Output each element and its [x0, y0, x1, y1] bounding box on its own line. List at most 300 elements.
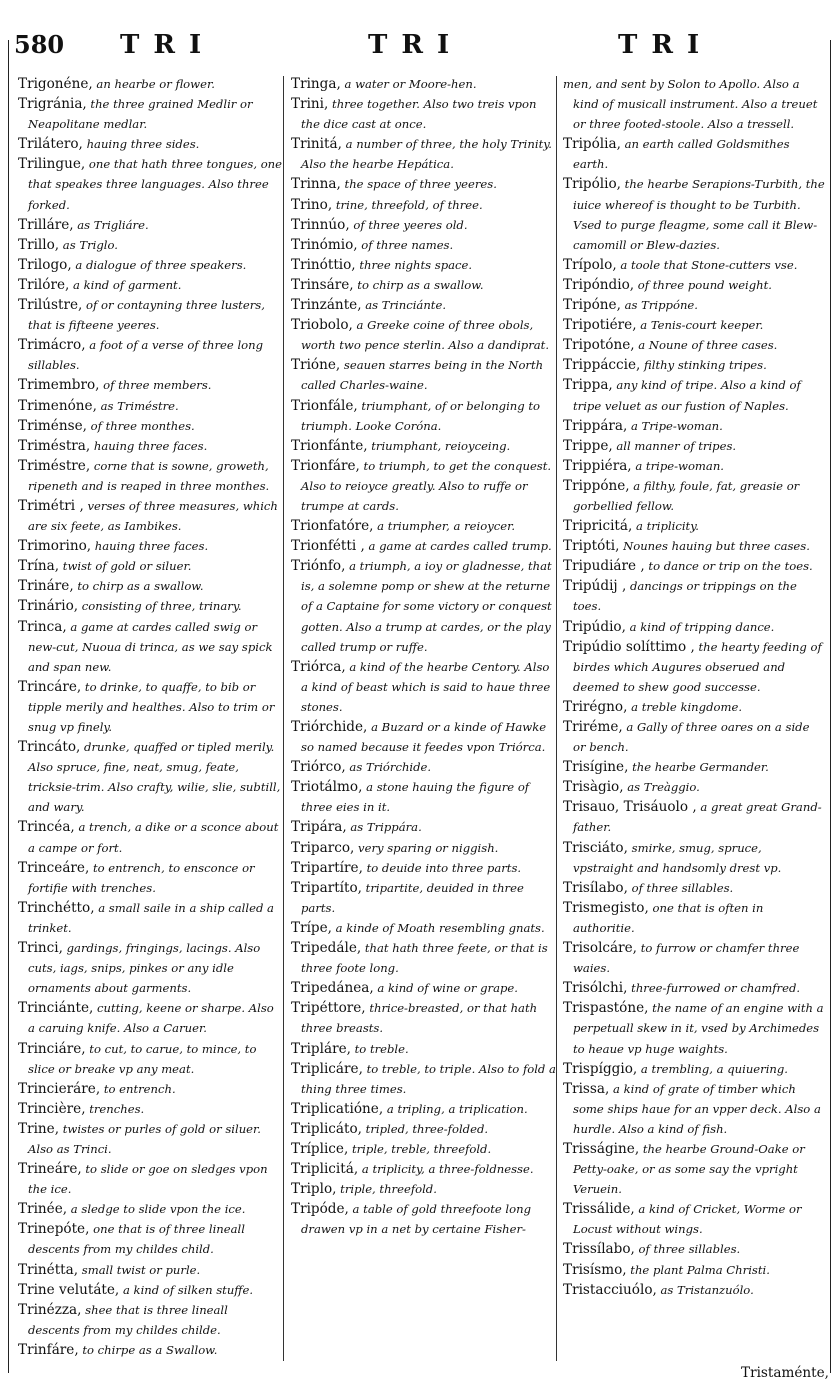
entry-headword: Trisílabo, [563, 879, 628, 896]
entry-definition: twist of gold or siluer. [59, 559, 192, 574]
entry-definition: a tripling, a triplication. [383, 1101, 528, 1116]
entry-headword: Trimorino, [18, 538, 92, 555]
running-head-center: TRI [368, 30, 464, 60]
entry-headword: Tripricitá, [563, 518, 633, 535]
entry-definition: the plant Palma Christi. [626, 1262, 770, 1277]
entry-headword: Trine velutáte, [18, 1281, 120, 1298]
entry-definition: a triumpher, a reioycer. [373, 519, 516, 534]
dictionary-entry [18, 456, 283, 496]
dictionary-entry [18, 215, 283, 235]
entry-headword: Trionfále, [291, 397, 358, 414]
column-separator-1 [283, 76, 284, 1361]
dictionary-entry [291, 195, 556, 215]
entry-headword: Triórca, [291, 658, 346, 675]
dictionary-entry [18, 375, 283, 395]
entry-headword: Triórchide, [291, 719, 368, 735]
dictionary-entry [18, 1199, 283, 1219]
dictionary-entry [291, 1099, 556, 1119]
dictionary-entry [563, 777, 825, 797]
entry-definition: consisting of three, trinary. [78, 599, 242, 614]
dictionary-entry [291, 556, 556, 656]
entry-headword: Trinfáre, [18, 1341, 79, 1358]
entry-definition: a stone hauing the figure of three eies in it. [301, 780, 530, 815]
entry-headword: Trináre, [18, 578, 74, 595]
entry-definition: a number of three, the holy Trinity. Also the hearbe Hepática. [301, 137, 552, 172]
entry-headword: Trirégno, [563, 698, 628, 715]
entry-definition: hauing three faces. [90, 438, 208, 453]
entry-definition: an hearbe or flower. [92, 77, 215, 91]
dictionary-entry [563, 416, 825, 436]
entry-definition: a dialogue of three speakers. [71, 257, 247, 272]
entry-headword: Triplicitá, [291, 1161, 359, 1178]
dictionary-entry [18, 938, 283, 998]
entry-headword: Trinceáre, [18, 859, 90, 876]
entry-definition: filthy stinking tripes. [640, 358, 767, 373]
entry-definition: to slide or goe on sledges vpon the ice. [28, 1162, 268, 1197]
dictionary-entry [18, 1219, 283, 1259]
entry-definition: drunke, quaffed or tipled merily. Also spruce, fine, neat, smug, feate, tricksie-trim. Also crafty, wilie, slie, subtill, and wary. [28, 740, 281, 815]
entry-definition: to treble, to triple. Also to fold a thing three times. [301, 1061, 556, 1096]
entry-headword: Trilláre, [18, 216, 74, 233]
entry-definition: triple, treble, threefold. [348, 1141, 492, 1156]
dictionary-entry [563, 1079, 825, 1139]
entry-definition: as Triórchide. [345, 760, 432, 775]
entry-definition: a game at cardes called trump. [364, 539, 552, 554]
entry-definition: seauen starres being in the North called Charles-waine. [301, 358, 544, 393]
entry-definition: triple, threefold. [336, 1182, 437, 1197]
entry-headword: Tripúdio, [563, 618, 626, 635]
entry-headword: Trípolo, [563, 256, 617, 273]
entry-definition: twistes or purles of gold or siluer. Also as Trinci. [28, 1121, 261, 1156]
entry-definition: the hearbe Ground-Oake or Petty-oake, or as some say the vpright Veruein. [573, 1141, 805, 1197]
entry-definition: of three sillables. [634, 1242, 741, 1257]
entry-headword: Trimenóne, [18, 397, 97, 414]
running-head-left: TRI [120, 30, 216, 60]
entry-headword: Tripólio, [563, 176, 621, 193]
entry-headword: Triórco, [291, 759, 346, 776]
dictionary-entry [563, 174, 825, 254]
dictionary-entry [18, 1039, 283, 1079]
entry-definition: of three pound weight. [634, 277, 772, 292]
entry-headword: Triplicáto, [291, 1120, 362, 1137]
dictionary-entry [291, 396, 556, 436]
dictionary-entry [18, 235, 283, 255]
entry-definition: shee that is three lineall descents from my childes childe. [28, 1302, 228, 1337]
entry-definition: as Trigliáre. [73, 217, 149, 232]
entry-headword: Trinna, [291, 176, 341, 193]
entry-definition: as Triglo. [59, 237, 118, 252]
dictionary-entry [291, 94, 556, 134]
dictionary-entry [18, 396, 283, 416]
entry-headword: Tripóndio, [563, 276, 635, 293]
dictionary-entry [18, 677, 283, 737]
entry-definition: the hearty feeding of birdes which Augures obserued and deemed to shew good successe. [573, 639, 822, 694]
entry-definition: the three grained Medlir or Neapolitane medlar. [28, 97, 253, 132]
entry-definition: trenches. [85, 1101, 145, 1116]
dictionary-entry [291, 757, 556, 777]
entry-headword: Trípe, [291, 919, 332, 936]
dictionary-entry [291, 938, 556, 978]
entry-definition: to treble. [350, 1041, 409, 1056]
dictionary-entry [291, 235, 556, 255]
dictionary-entry [563, 1059, 825, 1079]
entry-headword: Triotálmo, [291, 779, 363, 796]
entry-headword: Trippára, [563, 417, 628, 434]
entry-headword: Trisísmo, [563, 1261, 627, 1278]
dictionary-entry [18, 436, 283, 456]
entry-definition: a kind of garment. [69, 277, 182, 292]
entry-headword: Tringa, [291, 76, 341, 92]
entry-headword: Tripóde, [291, 1201, 349, 1218]
dictionary-entry [291, 275, 556, 295]
dictionary-entry [563, 1199, 825, 1239]
entry-definition: a kind of tripping dance. [625, 619, 775, 634]
entry-definition: a triplicity, a three-foldnesse. [358, 1162, 534, 1177]
dictionary-entry [291, 717, 556, 757]
entry-headword: Tripólia, [563, 136, 621, 153]
entry-headword: Trionfánte, [291, 437, 368, 454]
dictionary-entry [563, 436, 825, 456]
entry-definition: as Trinciánte. [361, 298, 446, 313]
dictionary-entry [291, 295, 556, 315]
entry-headword: Trinzánte, [291, 297, 362, 314]
entry-definition: a trench, a dike or a sconce about a campe or fort. [28, 820, 279, 855]
entry-definition: to entrench. [100, 1081, 176, 1096]
entry-headword: Trimétri , [18, 497, 84, 514]
entry-headword: Trinóttio, [291, 256, 356, 273]
entry-headword: Trinée, [18, 1201, 68, 1218]
entry-definition: an earth called Goldsmithes earth. [573, 137, 790, 172]
entry-headword: Triméstra, [18, 437, 91, 454]
entry-headword: Trimácro, [18, 337, 86, 354]
entry-headword: Trinómio, [291, 236, 358, 253]
dictionary-entry [18, 1159, 283, 1199]
entry-definition: a toole that Stone-cutters vse. [616, 257, 798, 272]
dictionary-entry [563, 1280, 825, 1300]
column-separator-2 [556, 76, 557, 1361]
page-header [0, 0, 835, 66]
entry-headword: Trismegisto, [563, 899, 649, 916]
entry-headword: Trippáccie, [563, 357, 641, 374]
entry-definition: as Trippóne. [620, 298, 698, 313]
dictionary-entry [563, 355, 825, 375]
entry-headword: Trinciáre, [18, 1040, 86, 1057]
entry-definition: triumphant, reioyceing. [367, 438, 511, 453]
dictionary-entry [291, 1199, 556, 1239]
dictionary-entry [563, 697, 825, 717]
entry-definition: all manner of tripes. [612, 438, 737, 453]
entry-headword: Trinitá, [291, 136, 342, 153]
column-2 [291, 74, 556, 1239]
dictionary-entry [18, 858, 283, 898]
dictionary-entry [291, 516, 556, 536]
dictionary-entry [18, 998, 283, 1038]
dictionary-entry [291, 174, 556, 194]
entry-headword: Tripúdij , [563, 578, 627, 595]
entry-headword: Tripára, [291, 819, 347, 836]
dictionary-entry [563, 637, 825, 697]
entry-headword: Trillo, [18, 236, 60, 253]
entry-headword: Trippiéra, [563, 457, 632, 474]
entry-headword: Trinnúo, [291, 216, 350, 233]
dictionary-entry [291, 134, 556, 174]
entry-definition: to dance or trip on the toes. [644, 559, 813, 574]
entry-headword: Triréme, [563, 719, 623, 735]
entry-definition: to drinke, to quaffe, to bib or tipple merily and healthes. Also to trim or snug vp finely. [28, 679, 275, 734]
dictionary-entry [563, 335, 825, 355]
entry-headword: Trína, [18, 558, 60, 575]
entry-headword: Trissílabo, [563, 1241, 635, 1258]
entry-headword: Trilogo, [18, 256, 72, 273]
dictionary-entry [291, 918, 556, 938]
entry-definition: a kind of wine or grape. [373, 981, 518, 996]
entry-definition: as Triméstre. [96, 398, 179, 413]
dictionary-entry [563, 275, 825, 295]
dictionary-entry [18, 817, 283, 857]
entry-headword: Trisciáto, [563, 839, 628, 856]
dictionary-entry [563, 576, 825, 616]
entry-definition: a kind of silken stuffe. [119, 1282, 254, 1297]
dictionary-entry [18, 556, 283, 576]
entry-headword: Trincáre, [18, 678, 82, 695]
dictionary-entry [563, 998, 825, 1058]
entry-definition: a small saile in a ship called a trinket. [28, 900, 274, 935]
dictionary-entry [563, 878, 825, 898]
dictionary-entry [563, 74, 825, 134]
entry-headword: Trinca, [18, 618, 67, 635]
dictionary-entry [18, 898, 283, 938]
dictionary-entry [563, 456, 825, 476]
dictionary-entry [18, 496, 283, 536]
dictionary-entry [291, 838, 556, 858]
entry-headword: Trineáre, [18, 1161, 82, 1178]
dictionary-entry [563, 536, 825, 556]
entry-headword: Tripartíre, [291, 859, 363, 876]
entry-definition: trine, threefold, of three. [332, 197, 483, 212]
entry-definition: to furrow or chamfer three waies. [573, 941, 800, 976]
dictionary-entry [563, 516, 825, 536]
right-border-rule [830, 40, 831, 1373]
dictionary-entry [18, 737, 283, 817]
entry-definition: a Buzard or a kinde of Hawke so named because it feedes vpon Triórca. [301, 720, 547, 755]
dictionary-entry [18, 1079, 283, 1099]
dictionary-entry [291, 1159, 556, 1179]
entry-definition: to deuide into three parts. [362, 860, 522, 875]
entry-definition: three together. Also two treis vpon the dice cast at once. [301, 97, 537, 132]
entry-definition: that hath three feete, or that is three foote long. [301, 941, 548, 976]
entry-definition: the hearbe Germander. [628, 760, 769, 775]
entry-headword: Trinézza, [18, 1301, 82, 1318]
dictionary-entry [18, 1119, 283, 1159]
entry-headword: Trisàgio, [563, 779, 624, 796]
dictionary-entry [563, 1139, 825, 1199]
entry-definition: a great great Grand-father. [573, 800, 822, 835]
dictionary-entry [18, 154, 283, 214]
dictionary-entry [563, 757, 825, 777]
entry-definition: as Trippára. [346, 820, 422, 835]
entry-headword: Triónfo, [291, 558, 346, 575]
entry-definition: to chirpe as a Swallow. [78, 1342, 218, 1357]
dictionary-entry [18, 275, 283, 295]
entry-definition: as Treàggio. [623, 780, 700, 795]
entry-definition: triumphant, of or belonging to triumph. Looke Coróna. [301, 398, 540, 433]
dictionary-entry [18, 1300, 283, 1340]
dictionary-entry [563, 315, 825, 335]
entry-headword: Trinétta, [18, 1261, 79, 1278]
entry-headword: Trine, [18, 1120, 60, 1137]
entry-definition: a Tenis-court keeper. [636, 318, 764, 333]
entry-headword: Tristacciuólo, [563, 1281, 657, 1298]
dictionary-entry [291, 355, 556, 395]
entry-definition: a tripe-woman. [631, 458, 724, 473]
entry-headword: Trincéa, [18, 819, 75, 836]
entry-definition: small twist or purle. [78, 1262, 201, 1277]
entry-definition: to triumph, to get the conquest. Also to reioyce greatly. Also to ruffe or trumpe at cards. [301, 458, 552, 513]
entry-definition: the hearbe Serapions-Turbith, the iuice whereof is thought to be Turbith. Vsed to purge fleagme, some call it Blew-camomill or Blew-dazies. [573, 177, 825, 252]
entry-definition: a Greeke coine of three obols, worth two pence sterlin. Also a dandiprat. [301, 318, 550, 353]
entry-definition: a kind of the hearbe Centory. Also a kind of beast which is said to haue three stones. [301, 659, 551, 714]
dictionary-entry [291, 536, 556, 556]
entry-definition: to cut, to carue, to mince, to slice or breake vp any meat. [28, 1041, 257, 1076]
entry-headword: Triplicáre, [291, 1060, 363, 1077]
entry-headword: Trini, [291, 96, 329, 113]
entry-headword: Trionfatóre, [291, 518, 374, 535]
dictionary-entry [563, 717, 825, 757]
entry-definition: to entrench, to ensconce or fortifie with trenches. [28, 860, 255, 895]
dictionary-entry [18, 576, 283, 596]
entry-headword: Trigránia, [18, 96, 87, 113]
entry-definition: three nights space. [355, 257, 473, 272]
dictionary-entry [563, 295, 825, 315]
dictionary-entry [18, 1260, 283, 1280]
dictionary-entry [18, 1280, 283, 1300]
entry-headword: Triptóti, [563, 538, 620, 555]
dictionary-entry [563, 1260, 825, 1280]
entry-definition: Nounes hauing but three cases. [619, 539, 810, 554]
entry-headword: Trimembro, [18, 377, 100, 394]
entry-definition: as Tristanzuólo. [656, 1282, 754, 1297]
entry-definition: a Noune of three cases. [634, 338, 778, 353]
dictionary-entry [291, 878, 556, 918]
entry-headword: Triplicatióne, [291, 1100, 384, 1117]
entry-headword: Trinciánte, [18, 1000, 94, 1017]
dictionary-entry [291, 315, 556, 355]
dictionary-entry [291, 978, 556, 998]
entry-headword: Tripéttore, [291, 1000, 366, 1017]
entry-definition: a Gally of three oares on a side or bench. [573, 720, 810, 755]
entry-headword: Trigonéne, [18, 76, 93, 92]
entry-definition: a filthy, foule, fat, greasie or gorbellied fellow. [573, 478, 800, 513]
entry-headword: Tripóne, [563, 297, 621, 314]
dictionary-entry [18, 335, 283, 375]
entry-definition: one that is often in authoritie. [573, 900, 764, 935]
left-border-rule [8, 40, 9, 1373]
entry-headword: Trinchétto, [18, 899, 95, 916]
entry-definition: of three names. [357, 237, 454, 252]
dictionary-entry [291, 255, 556, 275]
entry-headword: Tripudiáre , [563, 558, 645, 575]
entry-headword: Triobolo, [291, 317, 353, 334]
entry-definition: the space of three yeeres. [340, 177, 497, 192]
entry-definition: of three monthes. [86, 418, 195, 433]
entry-headword: Trilústre, [18, 297, 83, 314]
entry-headword: Trispastóne, [563, 1000, 649, 1017]
entry-definition: one that hath three tongues, one that speakes three languages. Also three forked. [28, 157, 282, 212]
entry-headword: Tripúdio solíttimo , [563, 638, 695, 655]
entry-headword: Tríplice, [291, 1140, 349, 1157]
entry-definition: verses of three measures, which are six feete, as Iambikes. [28, 498, 278, 534]
entry-definition: tripartite, deuided in three parts. [301, 880, 524, 915]
entry-headword: Tripedále, [291, 940, 362, 957]
entry-headword: Triparco, [291, 839, 355, 856]
dictionary-entry [291, 215, 556, 235]
entry-headword: Trinepóte, [18, 1221, 90, 1238]
entry-headword: Trisságine, [563, 1140, 640, 1157]
entry-definition: cutting, keene or sharpe. Also a caruing knife. Also a Caruer. [28, 1001, 274, 1036]
catchword: Tristaménte, [741, 1365, 829, 1381]
entry-headword: Trilingue, [18, 156, 86, 173]
page-number: 580 [14, 30, 65, 59]
entry-definition: to chirp as a swallow. [353, 277, 484, 292]
entry-headword: Trisauo, Trisáuolo , [563, 799, 697, 816]
running-head-right: TRI [618, 30, 714, 60]
entry-headword: Trino, [291, 196, 333, 213]
dictionary-entry [291, 777, 556, 817]
entry-definition: any kind of tripe. Also a kind of tripe veluet as our fustion of Naples. [573, 378, 801, 413]
entry-headword: Trissa, [563, 1080, 610, 1097]
entry-definition: men, and sent by Solon to Apollo. Also a kind of musicall instrument. Also a treuet or three footed-stoole. Also a tressell. [563, 77, 818, 132]
dictionary-entry [563, 1239, 825, 1259]
entry-definition: to chirp as a swallow. [73, 579, 204, 594]
entry-definition: corne that is sowne, groweth, ripeneth and is reaped in three monthes. [28, 458, 270, 493]
dictionary-entry [18, 1099, 283, 1119]
entry-definition: a game at cardes called swig or new-cut, Nuoua di trinca, as we say spick and span new. [28, 619, 273, 674]
entry-headword: Trinário, [18, 598, 79, 615]
entry-definition: smirke, smug, spruce, vpstraight and handsomly drest vp. [573, 840, 782, 875]
dictionary-entry [291, 1059, 556, 1099]
entry-headword: Triméstre, [18, 457, 91, 474]
entry-definition: tripled, three-folded. [362, 1121, 489, 1136]
entry-definition: one that is of three lineall descents from my childes child. [28, 1222, 245, 1257]
entry-definition: hauing three sides. [82, 137, 200, 152]
dictionary-entry [291, 998, 556, 1038]
entry-definition: of or contayning three lusters, that is fifteene yeeres. [28, 298, 265, 333]
entry-definition: gardings, fringings, lacings. Also cuts, iags, snips, pinkes or any idle ornaments about garments. [28, 941, 261, 996]
dictionary-entry [563, 375, 825, 415]
dictionary-entry [18, 596, 283, 616]
dictionary-entry [563, 838, 825, 878]
dictionary-entry [291, 436, 556, 456]
dictionary-entry [563, 978, 825, 998]
entry-definition: of three yeeres old. [349, 217, 468, 232]
dictionary-entry [563, 797, 825, 837]
dictionary-entry [291, 74, 556, 94]
entry-definition: very sparing or niggish. [354, 840, 499, 855]
entry-headword: Trisólchi, [563, 980, 628, 997]
entry-definition: a table of gold threefoote long drawen vp in a net by certaine Fisher- [301, 1202, 532, 1237]
entry-definition: dancings or trippings on the toes. [573, 579, 797, 614]
entry-definition: of three sillables. [627, 880, 734, 895]
dictionary-entry [18, 134, 283, 154]
dictionary-entry [18, 536, 283, 556]
dictionary-entry [18, 416, 283, 436]
entry-headword: Tripotiére, [563, 317, 637, 334]
dictionary-entry [291, 456, 556, 516]
entry-headword: Trippa, [563, 377, 613, 394]
entry-definition: a kind of Cricket, Worme or Locust without wings. [573, 1202, 802, 1237]
entry-headword: Triménse, [18, 417, 87, 434]
entry-definition: a treble kingdome. [627, 699, 743, 714]
